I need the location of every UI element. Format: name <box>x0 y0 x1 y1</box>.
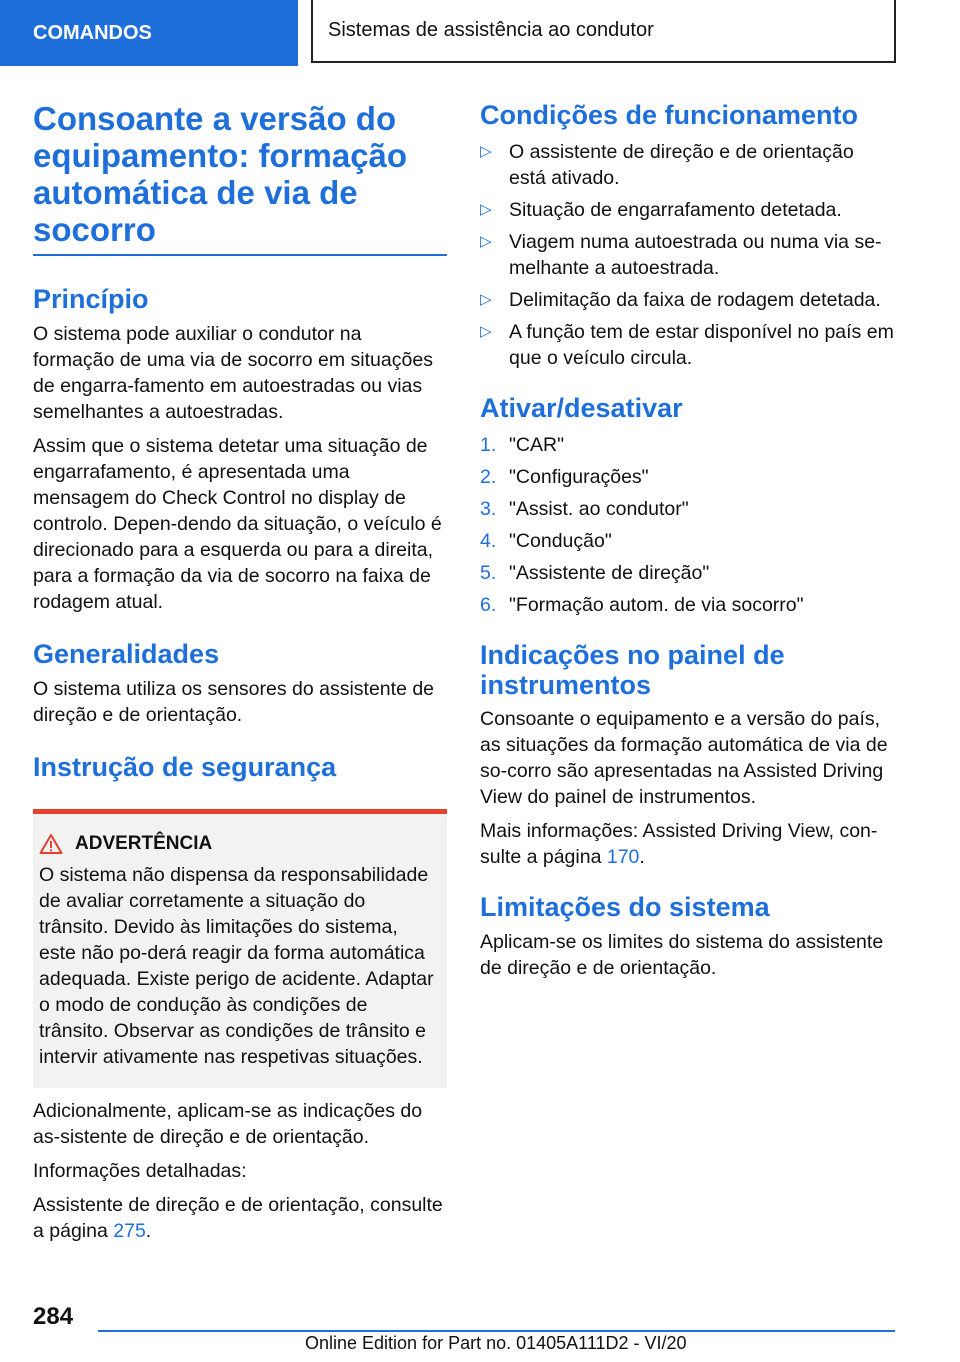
triangle-bullet-icon: ▷ <box>480 323 492 340</box>
principio-paragraph-2: Assim que o sistema detetar uma situação de engarrafamento, é apresentada uma mensagem do Check Control no display de controlo. Depen-dendo da situação, o veículo é direcionado para a esquerda ou para a direita, para a formação da via de socorro na faixa de rodagem atual. <box>33 435 442 613</box>
footer-divider <box>98 1330 895 1332</box>
list-item <box>480 287 895 313</box>
section-tab: COMANDOS <box>0 0 298 66</box>
indicacoes-p2-text: Mais informações: Assisted Driving View, con-sulte a página <box>480 820 878 868</box>
step-text: "Configurações" <box>509 466 649 488</box>
principio-paragraph-1: O sistema pode auxiliar o condutor na formação de uma via de socorro em situações de engarra-famento em autoestradas ou vias semelhantes a autoestradas. <box>33 323 433 423</box>
triangle-bullet-icon: ▷ <box>480 143 492 160</box>
page-number: 284 <box>33 1303 74 1330</box>
step-number: 3. <box>480 498 497 520</box>
left-column <box>33 100 447 1244</box>
right-column <box>480 100 895 981</box>
step-text: "Formação autom. de via socorro" <box>509 594 804 616</box>
condicoes-list <box>480 139 895 371</box>
step-item <box>480 432 895 458</box>
triangle-bullet-icon: ▷ <box>480 291 492 308</box>
triangle-bullet-icon: ▷ <box>480 201 492 218</box>
list-item <box>480 319 895 371</box>
seguranca-p3-text: Assistente de direção e de orientação, consulte a página <box>33 1194 443 1242</box>
list-item-text: Delimitação da faixa de rodagem detetada. <box>509 289 881 311</box>
list-item <box>480 229 895 281</box>
step-number: 6. <box>480 594 497 616</box>
step-number: 4. <box>480 530 497 552</box>
seguranca-paragraph-3 <box>33 1192 447 1244</box>
page-header <box>0 0 960 66</box>
indicacoes-paragraph-1: Consoante o equipamento e a versão do país, as situações da formação automática de via de so-corro são apresentadas na Assisted Driving View do painel de instrumentos. <box>480 708 888 808</box>
heading-ativar: Ativar/desativar <box>480 393 683 423</box>
indicacoes-p2-end: . <box>639 846 645 868</box>
warning-triangle-icon <box>39 833 63 855</box>
list-item <box>480 139 895 191</box>
list-item <box>480 197 895 223</box>
step-number: 5. <box>480 562 497 584</box>
step-item <box>480 592 895 618</box>
step-item <box>480 528 895 554</box>
list-item-text: Situação de engarrafamento detetada. <box>509 199 842 221</box>
list-item-text: O assistente de direção e de orientação está ativado. <box>509 141 854 189</box>
list-item-text: Viagem numa autoestrada ou numa via se-melhante a autoestrada. <box>509 231 882 279</box>
step-item <box>480 496 895 522</box>
heading-seguranca: Instrução de segurança <box>33 752 337 782</box>
page-link-275[interactable]: 275 <box>113 1220 146 1242</box>
step-text: "Condução" <box>509 530 612 552</box>
step-text: "Assist. ao condutor" <box>509 498 689 520</box>
indicacoes-paragraph-2 <box>480 818 895 870</box>
heading-principio: Princípio <box>33 284 149 314</box>
step-number: 1. <box>480 434 497 456</box>
page-title: Consoante a versão do equipamento: formação automática de via de socorro <box>33 100 447 256</box>
list-item-text: A função tem de estar disponível no país em que o veículo circula. <box>509 321 894 369</box>
seguranca-p3-end: . <box>145 1220 152 1242</box>
warning-header <box>39 830 439 858</box>
seguranca-paragraph-2: Informações detalhadas: <box>33 1160 247 1182</box>
step-number: 2. <box>480 466 497 488</box>
triangle-bullet-icon: ▷ <box>480 233 492 250</box>
step-item <box>480 464 895 490</box>
ativar-steps <box>480 432 895 618</box>
warning-title: ADVERTÊNCIA <box>75 833 213 854</box>
limitacoes-paragraph: Aplicam-se os limites do sistema do assistente de direção e de orientação. <box>480 931 884 979</box>
heading-generalidades: Generalidades <box>33 639 220 669</box>
step-text: "CAR" <box>509 434 565 456</box>
warning-box <box>33 809 447 1088</box>
chapter-title: Sistemas de assistência ao condutor <box>311 0 896 63</box>
page-link-170[interactable]: 170 <box>606 846 640 868</box>
warning-text: O sistema não dispensa da responsabilidade de avaliar corretamente a situação do trânsito. Devido às limitações do sistema, este não po-derá reagir da forma automática adequada. Existe perigo de acidente. Adaptar o modo de condução às condições de trânsito. Observar as condições de trânsito e intervir ativamente nas respetivas situações. <box>39 864 434 1068</box>
heading-indicacoes: Indicações no painel de instrumentos <box>480 640 785 700</box>
heading-limitacoes: Limitações do sistema <box>480 892 770 922</box>
heading-condicoes: Condições de funcionamento <box>480 100 859 130</box>
step-item <box>480 560 895 586</box>
step-text: "Assistente de direção" <box>509 562 710 584</box>
generalidades-paragraph: O sistema utiliza os sensores do assistente de direção e de orientação. <box>33 678 435 726</box>
seguranca-paragraph-1: Adicionalmente, aplicam-se as indicações do as-sistente de direção e de orientação. <box>33 1100 423 1148</box>
footer-edition: Online Edition for Part no. 01405A111D2 - VI/20 <box>305 1333 687 1353</box>
